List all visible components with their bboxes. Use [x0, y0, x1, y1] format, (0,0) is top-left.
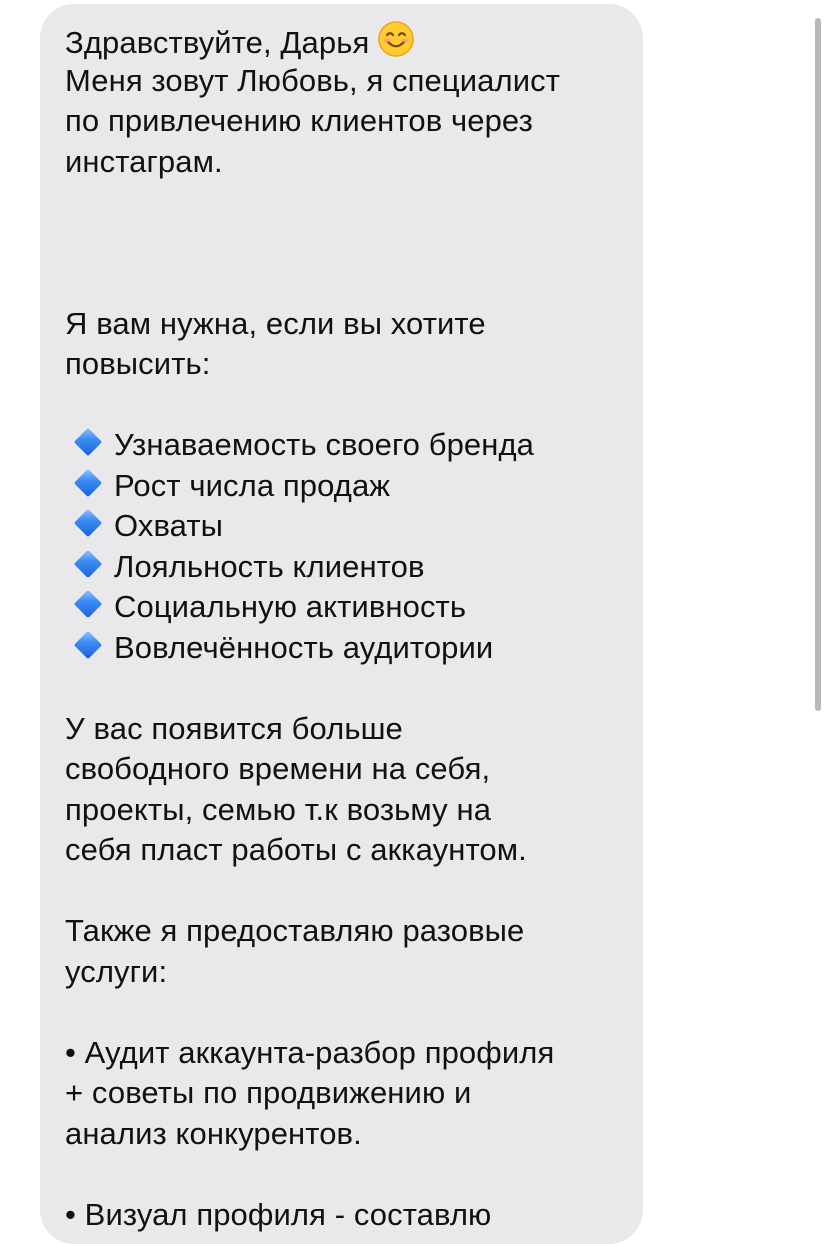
benefit-item: Социальную активность	[65, 587, 625, 628]
intro-line: Меня зовут Любовь, я специалист	[65, 62, 561, 98]
services-line: Также я предоставляю разовые	[65, 913, 525, 948]
benefit-item: Рост числа продаж	[65, 466, 625, 507]
visual-line: • Визуал профиля - составлю	[65, 1196, 492, 1232]
blue-diamond-icon	[72, 631, 106, 661]
free-time-line: свободного времени на себя,	[65, 751, 491, 786]
message-text	[65, 20, 625, 1235]
need-line: Я вам нужна, если вы хотите	[65, 305, 486, 341]
benefit-item: Вовлечённость аудитории	[65, 628, 625, 669]
need-line: повысить:	[65, 346, 211, 381]
blue-diamond-icon	[72, 509, 106, 539]
benefit-item: Охваты	[65, 506, 625, 547]
blue-diamond-icon	[72, 590, 106, 620]
smiling-face-icon	[377, 20, 415, 58]
blue-diamond-icon	[72, 550, 106, 580]
services-line: услуги:	[65, 953, 168, 989]
free-time-line: себя пласт работы с аккаунтом.	[65, 832, 527, 867]
free-time-line: проекты, семью т.к возьму на	[65, 791, 492, 827]
intro-line: по привлечению клиентов через	[65, 103, 533, 138]
audit-line: + советы по продвижению и	[65, 1075, 472, 1110]
free-time-line: У вас появится больше	[65, 710, 403, 746]
benefit-item: Лояльность клиентов	[65, 547, 625, 588]
scrollbar[interactable]	[815, 18, 821, 711]
greeting-line: Здравствуйте, Дарья	[65, 20, 625, 61]
audit-line: • Аудит аккаунта-разбор профиля	[65, 1034, 555, 1070]
audit-line: анализ конкурентов.	[65, 1115, 362, 1151]
benefit-item: Узнаваемость своего бренда	[65, 425, 625, 466]
blue-diamond-icon	[72, 469, 106, 499]
intro-line: инстаграм.	[65, 143, 223, 179]
blue-diamond-icon	[72, 428, 106, 458]
